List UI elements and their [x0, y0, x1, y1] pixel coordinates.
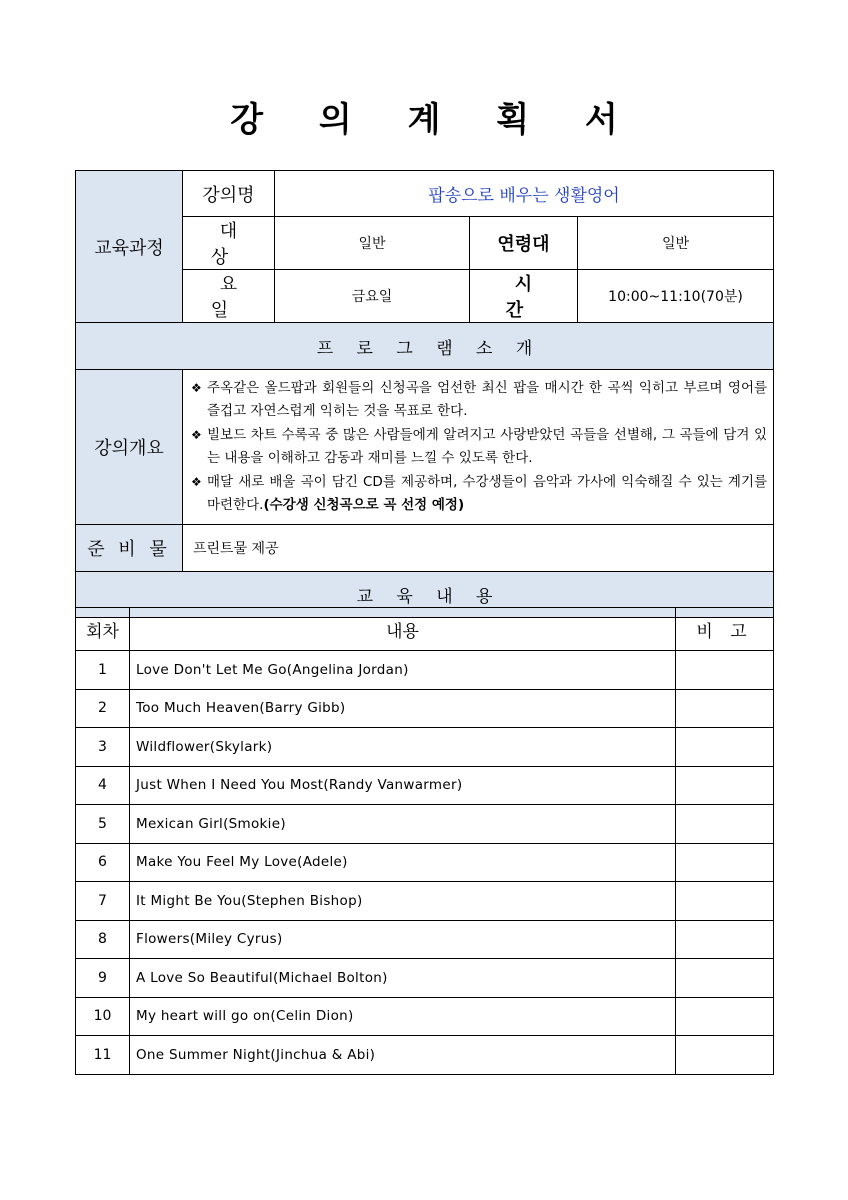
remark-cell — [676, 689, 774, 728]
materials-value: 프린트물 제공 — [183, 525, 774, 572]
schedule-table — [75, 607, 774, 1075]
remark-cell — [676, 882, 774, 921]
table-row — [76, 805, 774, 844]
table-row — [76, 728, 774, 767]
session-number: 2 — [76, 689, 130, 728]
content-column-header: 내용 — [130, 608, 676, 651]
session-number: 9 — [76, 959, 130, 998]
table-row — [76, 651, 774, 690]
table-row — [76, 920, 774, 959]
remark-cell — [676, 920, 774, 959]
song-title: Flowers(Miley Cyrus) — [130, 920, 676, 959]
time-value: 10:00~11:10(70분) — [578, 270, 774, 323]
song-title: Just When I Need You Most(Randy Vanwarmer) — [130, 766, 676, 805]
materials-label: 준 비 물 — [76, 525, 183, 572]
overview-bullet: ❖ 매달 새로 배울 곡이 담긴 CD를 제공하며, 수강생들이 음악과 가사에 익숙해질 수 있는 계기를 마련한다.(수강생 신청곡으로 곡 선정 예정) — [191, 471, 767, 518]
diamond-bullet-icon: ❖ — [191, 380, 202, 395]
remark-cell — [676, 997, 774, 1036]
remark-cell — [676, 959, 774, 998]
session-number: 10 — [76, 997, 130, 1036]
song-title: Mexican Girl(Smokie) — [130, 805, 676, 844]
target-label: 대 상 — [183, 217, 275, 270]
day-value: 금요일 — [275, 270, 470, 323]
table-row — [76, 766, 774, 805]
diamond-bullet-icon: ❖ — [191, 474, 202, 489]
remark-cell — [676, 766, 774, 805]
course-label: 교육과정 — [76, 171, 183, 323]
lecture-name-label: 강의명 — [183, 171, 275, 217]
session-number: 6 — [76, 843, 130, 882]
overview-content — [183, 370, 774, 525]
time-label: 시 간 — [470, 270, 578, 323]
session-number: 3 — [76, 728, 130, 767]
song-title: Wildflower(Skylark) — [130, 728, 676, 767]
overview-bullet: ❖ 주옥같은 올드팝과 회원들의 신청곡을 엄선한 최신 팝을 매시간 한 곡씩 익히고 부르며 영어를 즐겁고 자연스럽게 익히는 것을 목표로 한다. — [191, 377, 767, 424]
remark-cell — [676, 843, 774, 882]
song-title: It Might Be You(Stephen Bishop) — [130, 882, 676, 921]
table-row — [76, 997, 774, 1036]
day-label: 요 일 — [183, 270, 275, 323]
table-row — [76, 959, 774, 998]
session-header: 회차 — [76, 608, 130, 651]
remark-cell — [676, 728, 774, 767]
song-title: Too Much Heaven(Barry Gibb) — [130, 689, 676, 728]
remark-cell — [676, 651, 774, 690]
session-number: 11 — [76, 1036, 130, 1075]
table-row — [76, 843, 774, 882]
song-title: A Love So Beautiful(Michael Bolton) — [130, 959, 676, 998]
remark-cell — [676, 805, 774, 844]
diamond-bullet-icon: ❖ — [191, 427, 202, 442]
table-row — [76, 882, 774, 921]
remark-cell — [676, 1036, 774, 1075]
table-row — [76, 1036, 774, 1075]
overview-label: 강의개요 — [76, 370, 183, 525]
song-title: Love Don't Let Me Go(Angelina Jordan) — [130, 651, 676, 690]
lecture-info-table — [75, 170, 774, 618]
overview-bullet: ❖ 빌보드 차트 수록곡 중 많은 사람들에게 알려지고 사랑받았던 곡들을 선별해, 그 곡들에 담겨 있는 내용을 이해하고 감동과 재미를 느낄 수 있도록 한다. — [191, 424, 767, 471]
age-label: 연령대 — [470, 217, 578, 270]
table-row — [76, 689, 774, 728]
page-title: 강 의 계 획 서 — [230, 100, 640, 140]
remarks-header: 비 고 — [676, 608, 774, 651]
song-title: My heart will go on(Celin Dion) — [130, 997, 676, 1036]
session-number: 5 — [76, 805, 130, 844]
song-title: Make You Feel My Love(Adele) — [130, 843, 676, 882]
age-value: 일반 — [578, 217, 774, 270]
session-number: 1 — [76, 651, 130, 690]
session-number: 7 — [76, 882, 130, 921]
content-header: 교 육 내 용 — [76, 572, 774, 618]
session-number: 4 — [76, 766, 130, 805]
lecture-name: 팝송으로 배우는 생활영어 — [275, 171, 774, 217]
program-intro-header: 프 로 그 램 소 개 — [76, 323, 774, 370]
target-value: 일반 — [275, 217, 470, 270]
overview-note: (수강생 신청곡으로 곡 선정 예정) — [263, 497, 465, 513]
song-title: One Summer Night(Jinchua & Abi) — [130, 1036, 676, 1075]
session-number: 8 — [76, 920, 130, 959]
